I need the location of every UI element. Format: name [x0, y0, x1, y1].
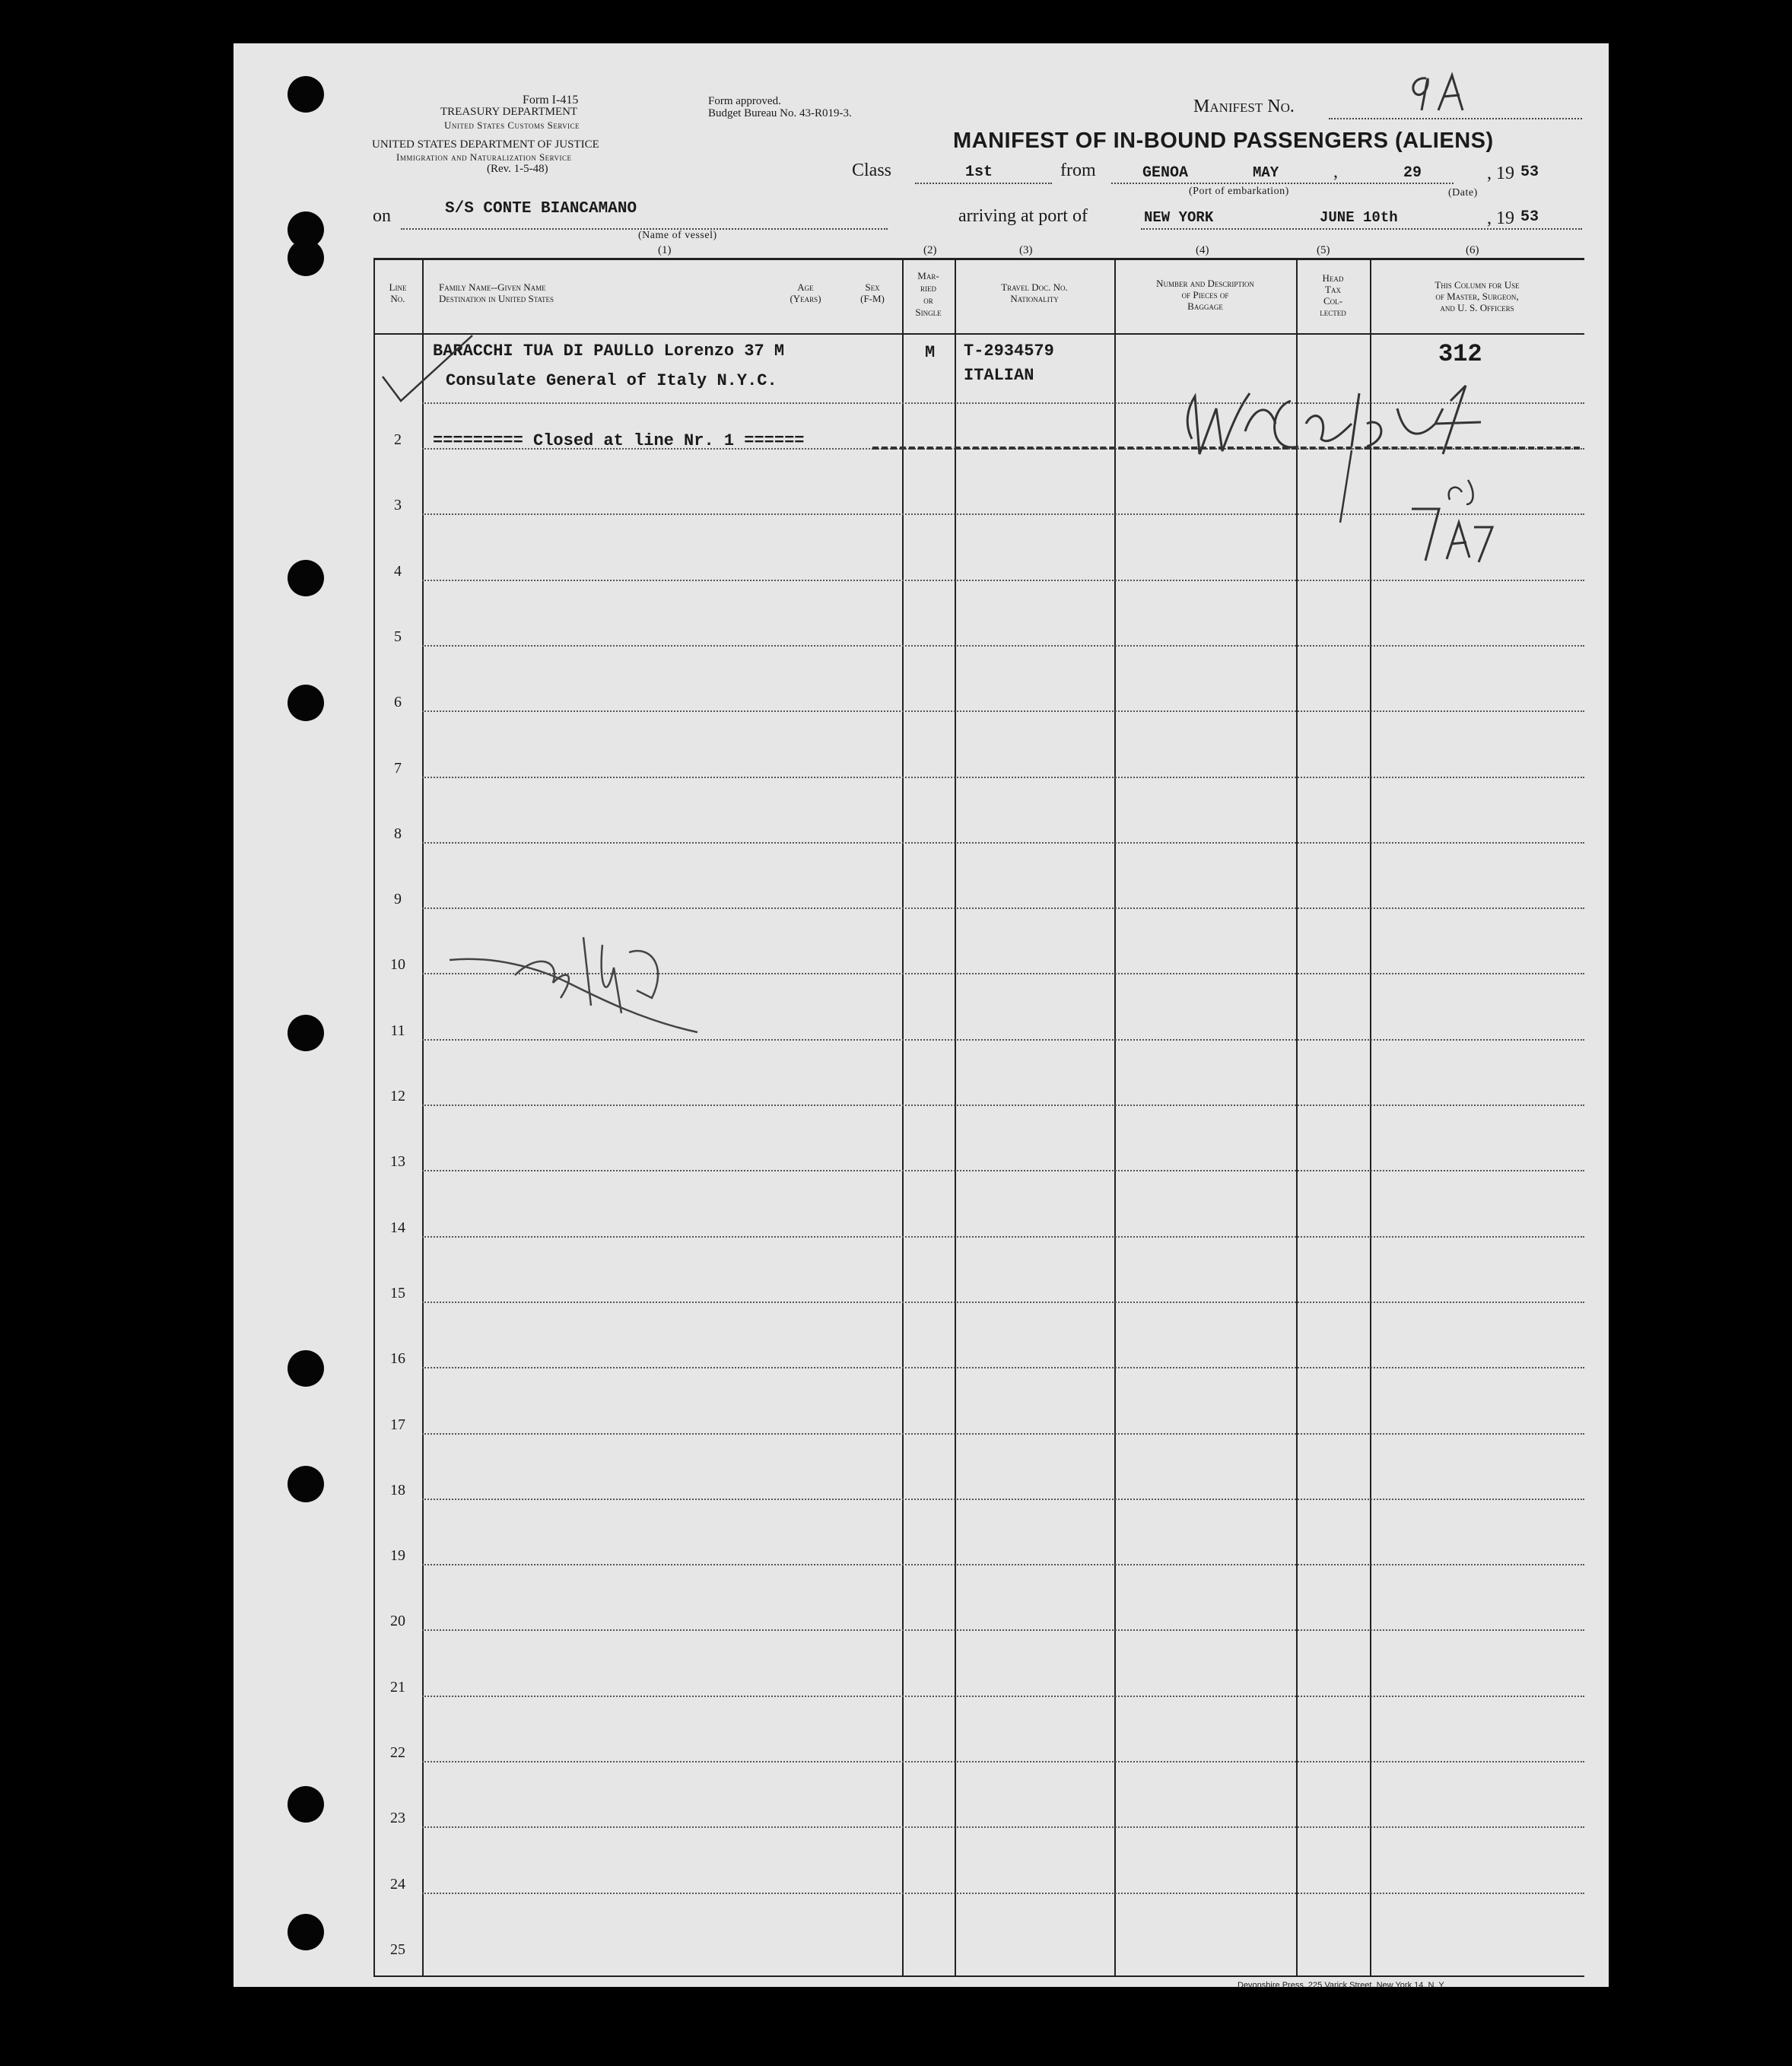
row-number: 8: [394, 825, 402, 842]
from-label: from: [1060, 161, 1096, 180]
binder-hole: [288, 1786, 324, 1823]
vessel-name: S/S CONTE BIANCAMANO: [445, 200, 637, 218]
manifest-sheet: [234, 43, 1609, 1990]
arrival-year: 53: [1520, 208, 1539, 226]
manifest-title: MANIFEST OF IN-BOUND PASSENGERS (ALIENS): [953, 129, 1494, 153]
row-rule: [422, 1170, 1584, 1171]
row-rule: [422, 645, 1584, 647]
row-rule: [422, 907, 1584, 909]
col-rule-travel: [955, 258, 956, 1975]
row-rule: [422, 1826, 1584, 1828]
col-num-3: (3): [1019, 244, 1033, 256]
on-label: on: [373, 206, 391, 226]
header-line-no: Line No.: [389, 281, 407, 304]
row-rule: [422, 580, 1584, 581]
arrival-date: JUNE 10th: [1320, 209, 1398, 226]
row-rule: [422, 710, 1584, 712]
row-rule: [422, 1893, 1584, 1894]
binder-hole: [288, 1015, 324, 1051]
col-rule-line-no: [422, 258, 424, 1975]
printer-footer: Devonshire Press, 225 Varick Street, New York 14, N. Y.: [1238, 1981, 1446, 1990]
row-rule: [422, 1302, 1584, 1303]
binder-hole: [288, 1914, 324, 1950]
header-married: Mar- ried or Single: [915, 270, 942, 318]
officer-number: 312: [1438, 340, 1482, 368]
row-rule: [422, 777, 1584, 778]
row-number: 7: [394, 760, 402, 777]
row-number: 19: [390, 1547, 405, 1564]
row-number: 25: [390, 1941, 405, 1958]
col-num-4: (4): [1196, 244, 1209, 256]
row-number: 15: [390, 1285, 405, 1302]
row-number: 21: [390, 1679, 405, 1696]
row-number: 2: [394, 431, 402, 448]
passenger-name: BARACCHI TUA DI PAULLO Lorenzo 37 M: [433, 342, 785, 361]
form-approved: Form approved.: [708, 95, 781, 107]
immigration-service: Immigration and Naturalization Service: [396, 151, 572, 163]
annotation-handwriting: [1409, 469, 1508, 568]
table-header-rule: [373, 333, 1584, 335]
manifest-number-line: [1329, 118, 1582, 119]
header-head-tax: Head Tax Col- lected: [1320, 272, 1346, 318]
port-embarkation-caption: (Port of embarkation): [1189, 186, 1289, 197]
arrival-port: NEW YORK: [1144, 209, 1214, 226]
row-number: 18: [390, 1482, 405, 1499]
row-rule: [422, 842, 1584, 844]
header-sex: Sex (F-M): [860, 281, 885, 304]
justice-department: UNITED STATES DEPARTMENT OF JUSTICE: [372, 138, 599, 151]
date-caption: (Date): [1448, 187, 1478, 199]
class-value: 1st: [965, 164, 993, 181]
row-number: 11: [390, 1022, 405, 1039]
arrival-line: [1141, 228, 1582, 230]
row-number: 9: [394, 891, 402, 907]
col-num-6: (6): [1466, 244, 1479, 256]
row-number: 22: [390, 1744, 405, 1761]
class-label: Class: [852, 161, 892, 180]
embark-comma: ,: [1333, 162, 1338, 182]
customs-service: United States Customs Service: [444, 119, 580, 131]
row-number: 20: [390, 1613, 405, 1629]
col-num-5: (5): [1317, 244, 1330, 256]
class-line: [915, 183, 1052, 184]
embark-line: [1111, 183, 1454, 184]
col-num-1: (1): [658, 244, 672, 256]
binder-hole: [288, 560, 324, 596]
passenger-nationality: ITALIAN: [964, 366, 1034, 385]
row-number: 10: [390, 956, 405, 973]
binder-hole: [288, 1350, 324, 1387]
year-prefix-1: , 19: [1487, 164, 1514, 183]
row-rule: [422, 1105, 1584, 1106]
passenger-destination: Consulate General of Italy N.Y.C.: [446, 371, 777, 390]
vessel-caption: (Name of vessel): [638, 230, 717, 241]
header-officers: This Column for Use of Master, Surgeon, and U. S. Officers: [1435, 279, 1520, 313]
row-rule: [422, 1564, 1584, 1565]
row-number: 3: [394, 497, 402, 513]
header-age: Age (Years): [790, 281, 821, 304]
row-number: 12: [390, 1088, 405, 1105]
manifest-number-handwriting: [1405, 71, 1473, 116]
row-number: 14: [390, 1219, 405, 1236]
port-of-embarkation: GENOA: [1142, 164, 1189, 182]
binder-hole: [288, 76, 324, 113]
col-rule-officers: [1370, 258, 1371, 1975]
embark-month: MAY: [1253, 164, 1279, 181]
binder-hole: [288, 240, 324, 276]
row-rule: [422, 973, 1584, 974]
row-rule: [422, 1236, 1584, 1238]
col-rule-baggage: [1114, 258, 1116, 1975]
treasury-department: TREASURY DEPARTMENT: [440, 106, 578, 118]
col-num-2: (2): [923, 244, 937, 256]
scribble-signature-handwriting: [446, 922, 705, 1044]
row-rule: [422, 1039, 1584, 1041]
row-rule: [422, 1761, 1584, 1762]
table-bottom-rule: [373, 1975, 1584, 1977]
row-rule: [422, 513, 1584, 515]
row-rule: [422, 1433, 1584, 1435]
binder-hole: [288, 685, 324, 721]
officer-signature-handwriting: [1177, 378, 1511, 530]
year-prefix-2: , 19: [1487, 208, 1514, 228]
binder-hole: [288, 1466, 324, 1502]
row-rule: [422, 1367, 1584, 1368]
passenger-marital-status: M: [925, 343, 936, 362]
embark-day: 29: [1403, 164, 1422, 182]
passenger-travel-doc: T-2934579: [964, 342, 1054, 361]
row-number: 23: [390, 1810, 405, 1826]
row-number: 17: [390, 1416, 405, 1433]
budget-bureau: Budget Bureau No. 43-R019-3.: [708, 107, 852, 119]
row-number: 13: [390, 1153, 405, 1170]
row-rule: [422, 402, 1584, 404]
header-family-name: Family Name--Given Name Destination in United States: [439, 281, 554, 304]
form-number: Form I-415: [523, 94, 579, 106]
row-rule: [422, 1696, 1584, 1697]
arriving-label: arriving at port of: [958, 206, 1088, 226]
row-number: 16: [390, 1350, 405, 1367]
row-number: 24: [390, 1876, 405, 1893]
closed-at-line-text: ========= Closed at line Nr. 1 ======: [433, 431, 805, 450]
col-rule-headtax: [1296, 258, 1298, 1975]
embark-year: 53: [1520, 164, 1539, 181]
closed-dashed-rule: [872, 447, 1580, 450]
form-revision: (Rev. 1-5-48): [487, 163, 548, 175]
row-number: 5: [394, 628, 402, 645]
manifest-number-label: Manifest No.: [1193, 97, 1295, 116]
row-rule: [422, 1499, 1584, 1500]
table-top-rule: [373, 258, 1584, 260]
row-number: 4: [394, 563, 402, 580]
header-travel-doc: Travel Doc. No. Nationality: [1001, 281, 1068, 304]
col-rule-married: [902, 258, 904, 1975]
header-baggage: Number and Description of Pieces of Baggage: [1156, 278, 1254, 312]
row-number: 6: [394, 694, 402, 710]
row-rule: [422, 1629, 1584, 1631]
col-rule-left: [373, 258, 375, 1975]
